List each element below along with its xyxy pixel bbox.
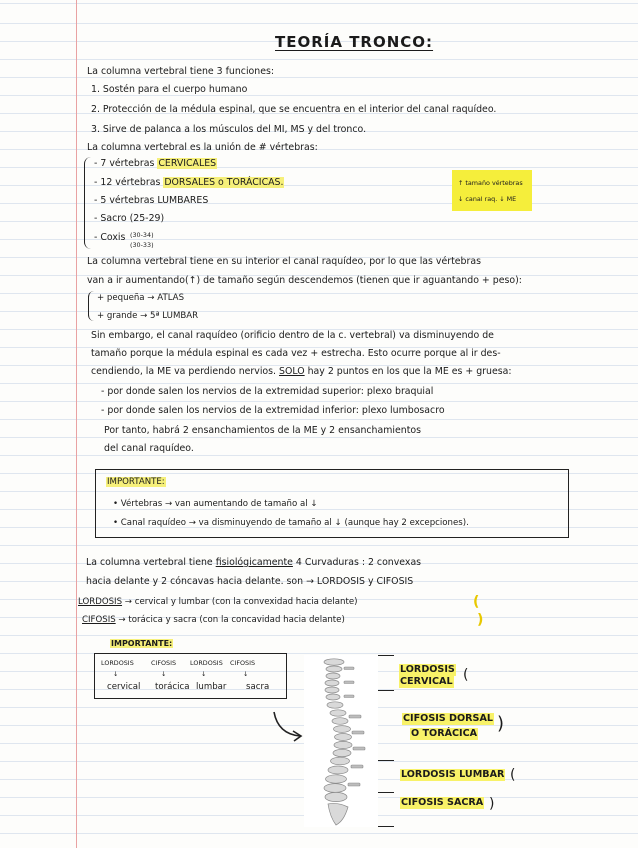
diagram-label: CERVICAL bbox=[400, 676, 453, 687]
important-box bbox=[95, 469, 569, 538]
coxis-range-2: (30-33) bbox=[130, 241, 154, 249]
vertebrae-brace bbox=[84, 157, 91, 249]
vertebrae-item: - Sacro (25-29) bbox=[94, 213, 165, 224]
cifosis-definition: CIFOSIS → torácica y sacra (con la concavidad hacia delante) bbox=[82, 615, 345, 625]
summary-bottom: torácica bbox=[155, 682, 190, 692]
summary-bottom: lumbar bbox=[196, 682, 227, 692]
important-label: IMPORTANTE: bbox=[107, 477, 165, 487]
down-arrow-icon: ↓ bbox=[113, 670, 119, 678]
spine-illustration bbox=[304, 655, 378, 827]
diagram-paren: ( bbox=[463, 667, 469, 683]
diagram-tick bbox=[378, 792, 394, 793]
vertebrae-item: - Coxis bbox=[94, 232, 126, 243]
diagram-paren: ) bbox=[489, 796, 495, 812]
vertebrae-item: - 7 vértebras CERVICALES bbox=[94, 158, 217, 169]
conclusion-line: del canal raquídeo. bbox=[104, 443, 194, 454]
diagram-tick bbox=[378, 760, 394, 761]
canal-paragraph-line: tamaño porque la médula espinal es cada vez + estrecha. Esto ocurre porque al ir des- bbox=[91, 348, 501, 359]
down-arrow-icon: ↓ bbox=[161, 670, 167, 678]
diagram-label: LORDOSIS bbox=[400, 664, 455, 675]
size-brace bbox=[88, 291, 94, 321]
diagram-paren: ) bbox=[497, 713, 505, 734]
diagram-label: O TORÁCICA bbox=[411, 728, 478, 739]
cifosis-paren: ) bbox=[477, 612, 484, 628]
notebook-margin-line bbox=[76, 0, 77, 848]
coxis-range-1: (30-34) bbox=[130, 231, 154, 239]
canal-paragraph-line: cendiendo, la ME va perdiendo nervios. SOLO hay 2 puntos en los que la ME es + gruesa: bbox=[91, 366, 512, 377]
summary-top: LORDOSIS bbox=[190, 659, 223, 667]
diagram-tick bbox=[378, 826, 394, 827]
thick-point: - por donde salen los nervios de la extremidad inferior: plexo lumbosacro bbox=[101, 405, 445, 416]
summary-bottom: sacra bbox=[246, 682, 270, 692]
lordosis-definition: LORDOSIS → cervical y lumbar (con la convexidad hacia delante) bbox=[78, 597, 358, 607]
vertebrae-heading: La columna vertebral es la unión de # vértebras: bbox=[87, 142, 318, 153]
diagram-label: CIFOSIS DORSAL bbox=[403, 713, 494, 724]
sticky-note bbox=[452, 170, 532, 211]
diagram-label: CIFOSIS SACRA bbox=[401, 797, 484, 808]
important-label-2: IMPORTANTE: bbox=[111, 639, 173, 648]
important-bullet: • Vértebras → van aumentando de tamaño al ↓ bbox=[113, 499, 318, 509]
summary-top: CIFOSIS bbox=[230, 659, 256, 667]
size-item: + grande → 5ª LUMBAR bbox=[97, 311, 199, 321]
curved-arrow-icon bbox=[270, 708, 306, 742]
diagram-tick bbox=[378, 655, 394, 656]
size-item: + pequeña → ATLAS bbox=[97, 293, 185, 303]
canal-paragraph-line: van a ir aumentando(↑) de tamaño según descendemos (tienen que ir aguantando + peso): bbox=[87, 275, 522, 286]
down-arrow-icon: ↓ bbox=[243, 670, 249, 678]
important-bullet: • Canal raquídeo → va disminuyendo de tamaño al ↓ (aunque hay 2 excepciones). bbox=[113, 518, 469, 528]
function-item: 2. Protección de la médula espinal, que se encuentra en el interior del canal raquídeo. bbox=[91, 104, 497, 115]
vertebrae-item: - 5 vértebras LUMBARES bbox=[94, 195, 209, 206]
curvature-summary-box bbox=[94, 653, 287, 699]
function-item: 3. Sirve de palanca a los músculos del MI, MS y del tronco. bbox=[91, 124, 367, 135]
sticky-line: ↑ tamaño vértebras bbox=[458, 179, 523, 187]
sticky-line: ↓ canal raq. ↓ ME bbox=[458, 195, 517, 203]
diagram-tick bbox=[378, 690, 394, 691]
canal-paragraph-line: La columna vertebral tiene en su interior el canal raquídeo, por lo que las vértebras bbox=[87, 256, 481, 267]
summary-bottom: cervical bbox=[107, 682, 141, 692]
curvatures-line: hacia delante y 2 cóncavas hacia delante. son → LORDOSIS y CIFOSIS bbox=[86, 576, 414, 587]
vertebrae-item: - 12 vértebras DORSALES o TORÁCICAS. bbox=[94, 177, 284, 188]
curvatures-line: La columna vertebral tiene fisiológicamente 4 Curvaduras : 2 convexas bbox=[86, 557, 422, 568]
lordosis-paren: ( bbox=[473, 594, 480, 610]
canal-paragraph-line: Sin embargo, el canal raquídeo (orificio dentro de la c. vertebral) va disminuyendo de bbox=[91, 330, 494, 341]
summary-top: CIFOSIS bbox=[151, 659, 177, 667]
down-arrow-icon: ↓ bbox=[201, 670, 207, 678]
conclusion-line: Por tanto, habrá 2 ensanchamientos de la ME y 2 ensanchamientos bbox=[104, 425, 421, 436]
summary-top: LORDOSIS bbox=[101, 659, 134, 667]
thick-point: - por donde salen los nervios de la extremidad superior: plexo braquial bbox=[101, 386, 434, 397]
functions-heading: La columna vertebral tiene 3 funciones: bbox=[87, 66, 275, 77]
diagram-label: LORDOSIS LUMBAR bbox=[401, 769, 505, 780]
function-item: 1. Sostén para el cuerpo humano bbox=[91, 84, 248, 95]
page-title: TEORÍA TRONCO: bbox=[275, 33, 434, 51]
diagram-paren: ( bbox=[510, 767, 516, 783]
